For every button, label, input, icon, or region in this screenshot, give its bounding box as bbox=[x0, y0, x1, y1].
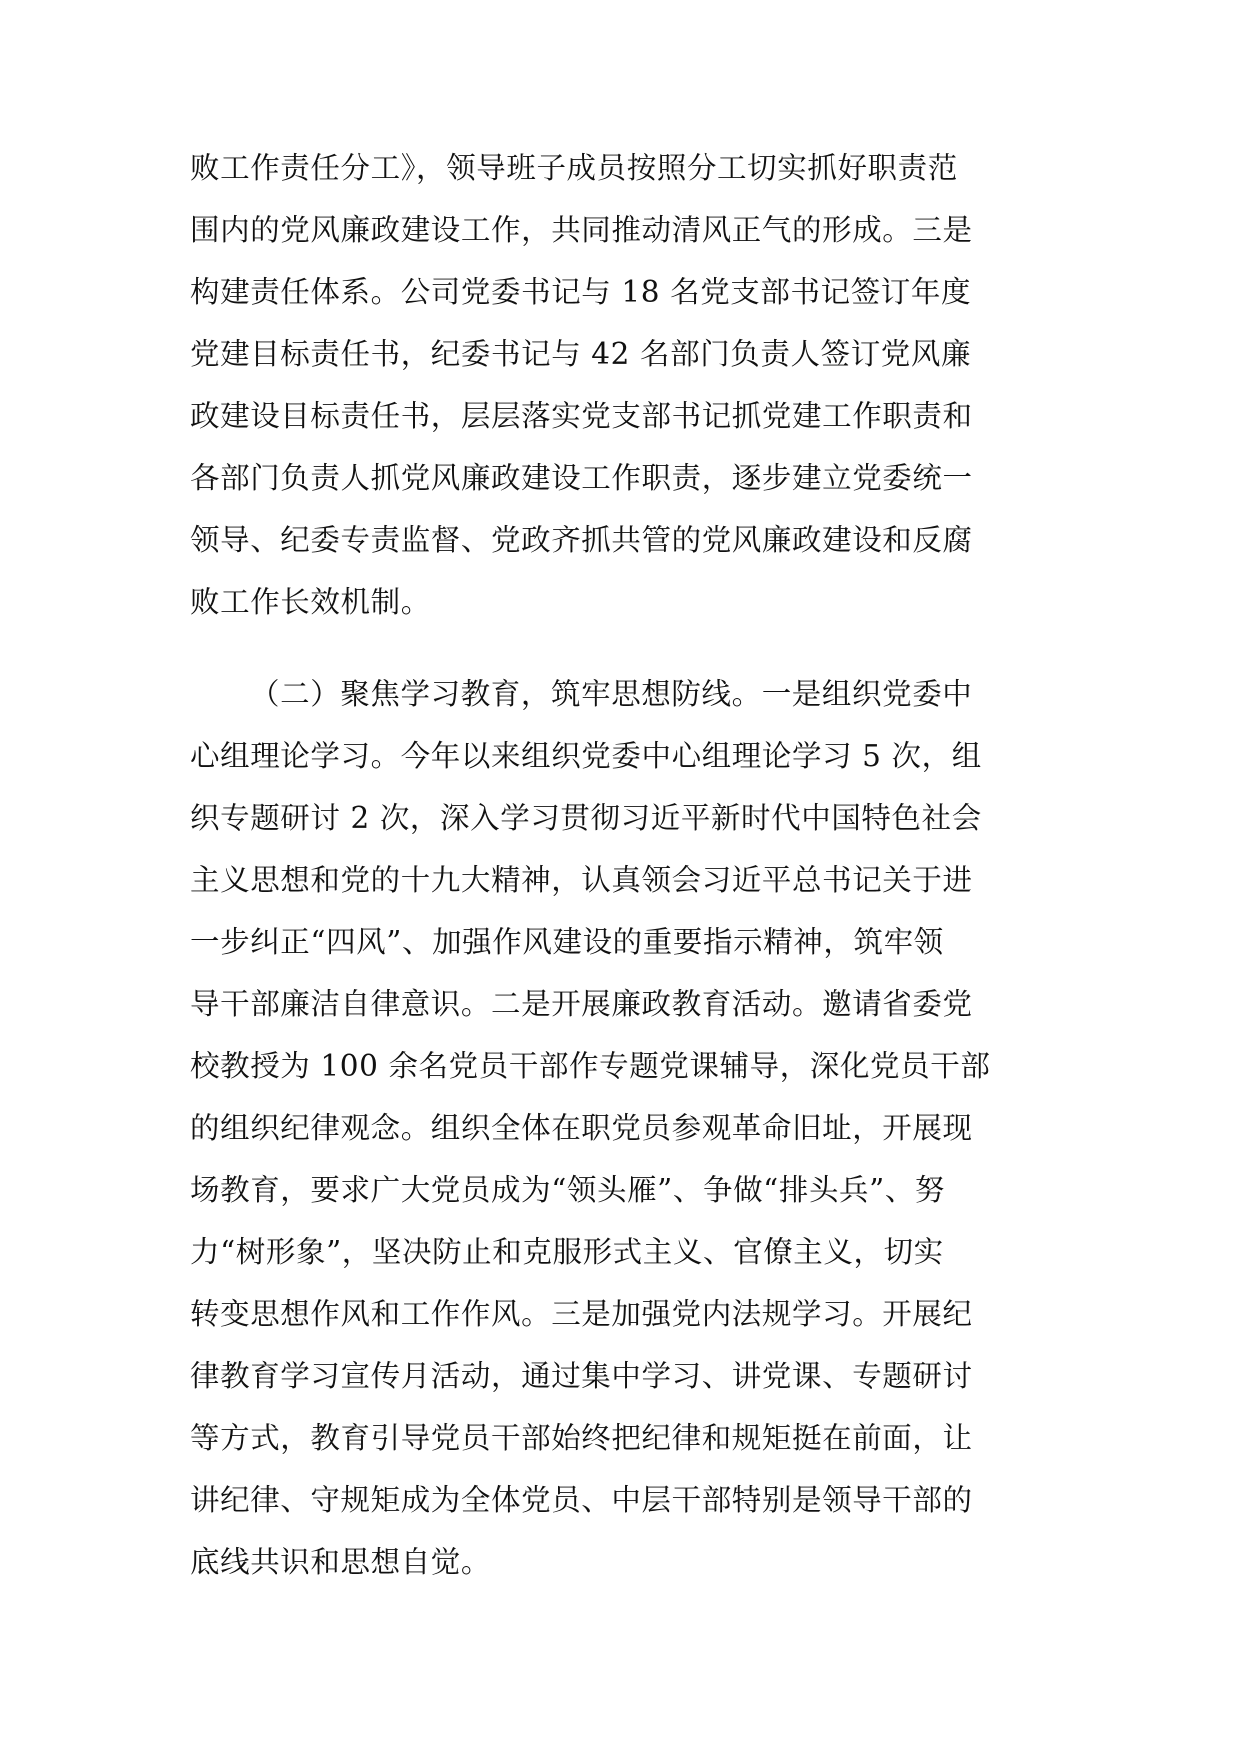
paragraph-line: 政建设目标责任书，层层落实党支部书记抓党建工作职责和 bbox=[190, 399, 973, 433]
paragraph-line: 讲纪律、守规矩成为全体党员、中层干部特别是领导干部的 bbox=[190, 1483, 973, 1517]
paragraph-line: 围内的党风廉政建设工作，共同推动清风正气的形成。三是 bbox=[190, 213, 973, 247]
paragraph-line: 校教授为 100 余名党员干部作专题党课辅导，深化党员干部 bbox=[190, 1049, 991, 1083]
paragraph-line: 领导、纪委专责监督、党政齐抓共管的党风廉政建设和反腐 bbox=[190, 523, 973, 557]
paragraph-line: 败工作责任分工》，领导班子成员按照分工切实抓好职责范 bbox=[190, 151, 958, 185]
paragraph-line: 力“树形象”，坚决防止和克服形式主义、官僚主义，切实 bbox=[190, 1235, 944, 1269]
paragraph-line: 构建责任体系。公司党委书记与 18 名党支部书记签订年度 bbox=[190, 275, 972, 309]
paragraph-study-education bbox=[190, 663, 1050, 1593]
paragraph-line: 一步纠正“四风”、加强作风建设的重要指示精神，筑牢领 bbox=[190, 925, 944, 959]
paragraph-line: 各部门负责人抓党风廉政建设工作职责，逐步建立党委统一 bbox=[190, 461, 973, 495]
paragraph-line: 心组理论学习。今年以来组织党委中心组理论学习 5 次，组 bbox=[190, 739, 982, 773]
paragraph-line: 等方式，教育引导党员干部始终把纪律和规矩挺在前面，让 bbox=[190, 1421, 973, 1455]
paragraph-line: 织专题研讨 2 次，深入学习贯彻习近平新时代中国特色社会 bbox=[190, 801, 982, 835]
paragraph-line: 党建目标责任书，纪委书记与 42 名部门负责人签订党风廉 bbox=[190, 337, 972, 371]
paragraph-line: 场教育，要求广大党员成为“领头雁”、争做“排头兵”、努 bbox=[190, 1173, 946, 1207]
paragraph-line: 主义思想和党的十九大精神，认真领会习近平总书记关于进 bbox=[190, 863, 973, 897]
paragraph-line: 转变思想作风和工作作风。三是加强党内法规学习。开展纪 bbox=[190, 1297, 973, 1331]
paragraph-responsibility-system bbox=[190, 137, 1050, 633]
paragraph-line: 导干部廉洁自律意识。二是开展廉政教育活动。邀请省委党 bbox=[190, 987, 973, 1021]
paragraph-line: 的组织纪律观念。组织全体在职党员参观革命旧址，开展现 bbox=[190, 1111, 973, 1145]
paragraph-line: 底线共识和思想自觉。 bbox=[190, 1545, 492, 1579]
paragraph-line: 败工作长效机制。 bbox=[190, 585, 431, 619]
paragraph-first-line: （二）聚焦学习教育，筑牢思想防线。一是组织党委中 bbox=[250, 677, 973, 711]
paragraph-line: 律教育学习宣传月活动，通过集中学习、讲党课、专题研讨 bbox=[190, 1359, 973, 1393]
